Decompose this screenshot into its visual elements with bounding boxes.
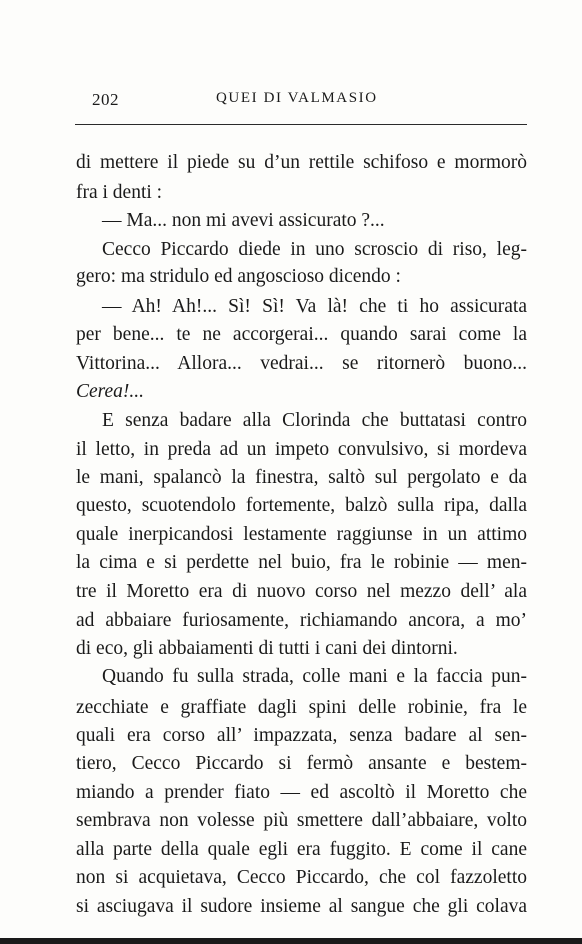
text-line: zecchiate e graffiate dagli spini delle robinie, fra le: [76, 697, 527, 718]
text-line: il letto, in preda ad un impeto convulsivo, si mordeva: [76, 439, 527, 460]
text-line: gero: ma stridulo ed angoscioso dicendo :: [76, 266, 401, 287]
text-line: non si acquietava, Cecco Piccardo, che col fazzoletto: [76, 867, 527, 888]
text-line: Quando fu sulla strada, colle mani e la faccia pun-: [102, 666, 527, 687]
text-line: quale inerpicandosi lestamente raggiunse in un attimo: [76, 524, 527, 545]
text-line: questo, scuotendolo fortemente, balzò sulla ripa, dalla: [76, 495, 527, 516]
text-line: di mettere il piede su d’un rettile schifoso e mormorò: [76, 152, 527, 173]
text-line: alla parte della quale egli era fuggito. E come il cane: [76, 839, 527, 860]
text-line: fra i denti :: [76, 182, 163, 203]
page-bottom-edge: [0, 938, 582, 944]
text-line: Vittorina... Allora... vedrai... se ritornerò buono...: [76, 353, 527, 374]
running-title: QUEI DI VALMASIO: [216, 90, 378, 106]
text-line: sembrava non volesse più smettere dall’abbaiare, volto: [76, 810, 527, 831]
text-line: ad abbaiare furiosamente, richiamando ancora, a mo’: [76, 610, 527, 631]
text-line: Cecco Piccardo diede in uno scroscio di riso, leg-: [102, 239, 527, 260]
text-line: Cerea!...: [76, 381, 145, 402]
text-line: si asciugava il sudore insieme al sangue che gli colava: [76, 896, 527, 917]
header-rule: [75, 124, 527, 125]
text-line: per bene... te ne accorgerai... quando sarai come la: [76, 324, 527, 345]
text-line: — Ma... non mi avevi assicurato ?...: [102, 210, 385, 231]
text-line: miando a prender fiato — ed ascoltò il Moretto che: [76, 782, 527, 803]
text-line: E senza badare alla Clorinda che buttatasi contro: [102, 410, 527, 431]
text-line: tre il Moretto era di nuovo corso nel mezzo dell’ ala: [76, 581, 527, 602]
text-line: le mani, spalancò la finestra, saltò sul pergolato e da: [76, 467, 527, 488]
text-line: di eco, gli abbaiamenti di tutti i cani dei dintorni.: [76, 638, 458, 659]
text-line: la cima e si perdette nel buio, fra le robinie — men-: [76, 552, 527, 573]
page-number: 202: [92, 90, 119, 109]
text-line: tiero, Cecco Piccardo si fermò ansante e bestem-: [76, 753, 527, 774]
text-line: quali era corso all’ impazzata, senza badare al sen-: [76, 725, 527, 746]
text-line: — Ah! Ah!... Sì! Sì! Va là! che ti ho assicurata: [102, 296, 527, 317]
